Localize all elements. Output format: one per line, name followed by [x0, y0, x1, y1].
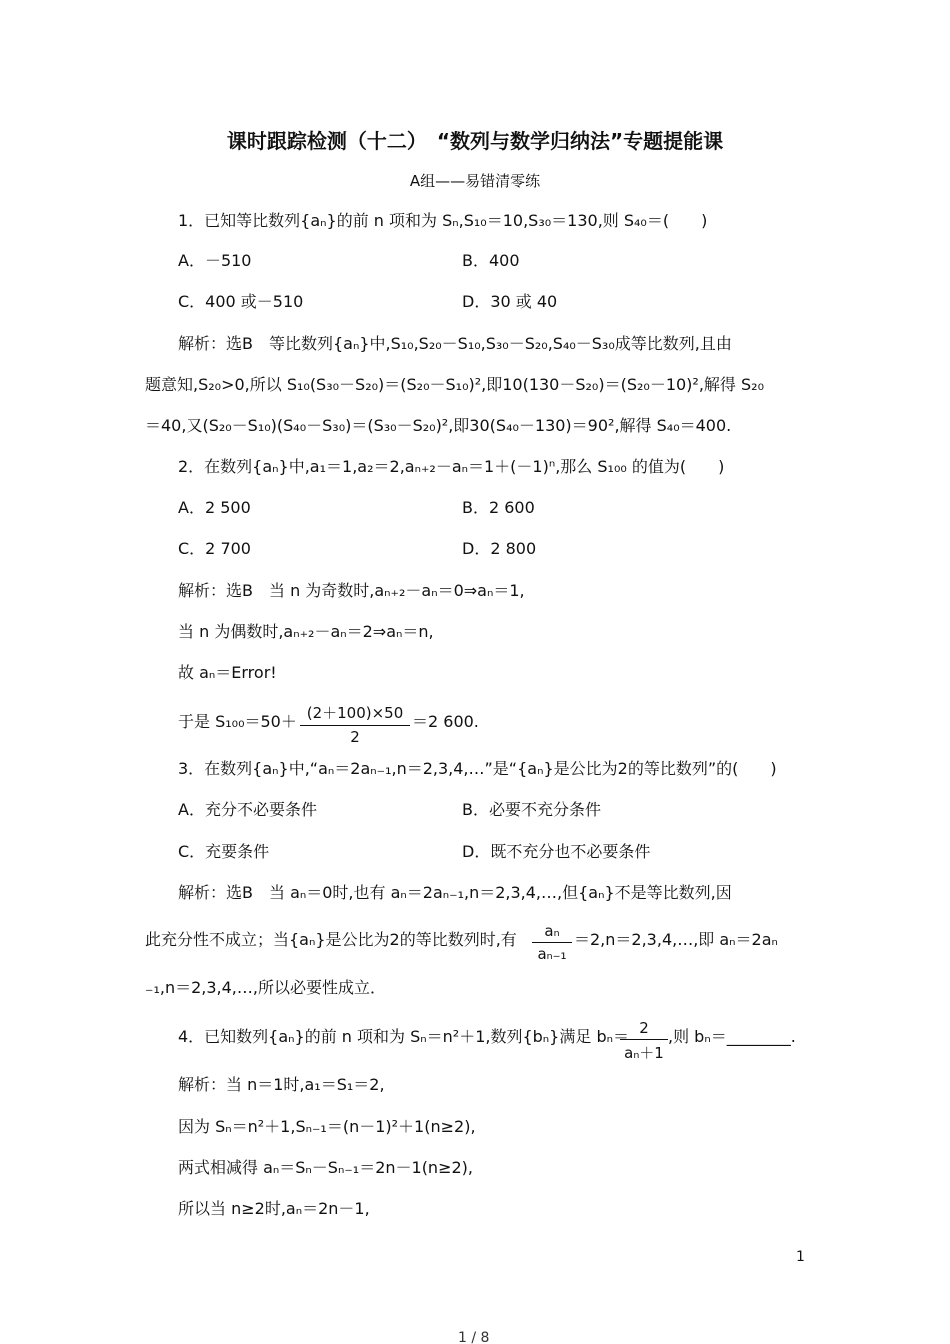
q1-solution: ＝40,又(S₂₀－S₁₀)(S₄₀－S₃₀)＝(S₃₀－S₂₀)²,即30(S₄₀－130)＝90²,解得 S₄₀＝400.: [145, 416, 732, 435]
fraction: [620, 1019, 668, 1063]
q2-option-c: C．2 700: [178, 539, 251, 558]
q4-solution: 因为 Sₙ＝n²＋1,Sₙ₋₁＝(n－1)²＋1(n≥2),: [178, 1117, 476, 1136]
fraction-numerator: 2: [639, 1019, 649, 1037]
q1-option-b: B．400: [462, 251, 520, 270]
fraction: [300, 702, 410, 746]
q1-solution: 题意知,S₂₀>0,所以 S₁₀(S₃₀－S₂₀)＝(S₂₀－S₁₀)²,即10(130－S₂₀)＝(S₂₀－10)²,解得 S₂₀: [145, 375, 764, 394]
q1-option-a: A．－510: [178, 251, 252, 270]
q1-solution: 解析：选B 等比数列{aₙ}中,S₁₀,S₂₀－S₁₀,S₃₀－S₂₀,S₄₀－S₃₀成等比数列,且由: [178, 334, 732, 353]
q3-solution: 此充分性不成立；当{aₙ}是公比为2的等比数列时,有: [145, 930, 517, 949]
q4-stem: 4．已知数列{aₙ}的前 n 项和为 Sₙ＝n²＋1,数列{bₙ}满足 bₙ＝: [178, 1027, 629, 1046]
fraction: [532, 922, 572, 963]
q2-option-b: B．2 600: [462, 498, 535, 517]
q3-option-c: C．充要条件: [178, 842, 270, 861]
page-title: 课时跟踪检测（十二） “数列与数学归纳法”专题提能课: [226, 129, 724, 153]
page-indicator: 1 / 8: [458, 1330, 490, 1344]
q4-solution: 所以当 n≥2时,aₙ＝2n－1,: [178, 1199, 370, 1218]
q4-solution: 解析：当 n＝1时,a₁＝S₁＝2,: [178, 1075, 385, 1094]
q4-stem: ,则 bₙ＝________.: [668, 1027, 796, 1046]
q3-stem: 3．在数列{aₙ}中,“aₙ＝2aₙ₋₁,n＝2,3,4,…”是“{aₙ}是公比为2的等比数列”的( ): [178, 759, 777, 778]
q3-solution: ＝2,n＝2,3,4,…,即 aₙ＝2aₙ: [574, 930, 778, 949]
q3-option-a: A．充分不必要条件: [178, 800, 317, 819]
section-subtitle: A组——易错清零练: [409, 172, 541, 190]
q2-stem: 2．在数列{aₙ}中,a₁＝1,a₂＝2,aₙ₊₂－aₙ＝1＋(－1)ⁿ,那么 S₁₀₀ 的值为( ): [178, 457, 725, 476]
q2-option-d: D．2 800: [462, 539, 537, 558]
q4-solution: 两式相减得 aₙ＝Sₙ－Sₙ₋₁＝2n－1(n≥2),: [178, 1158, 473, 1177]
q2-solution: 故 aₙ＝Error!: [178, 663, 277, 682]
q2-solution: 于是 S₁₀₀＝50＋: [178, 712, 297, 731]
q2-solution: 当 n 为偶数时,aₙ₊₂－aₙ＝2⇒aₙ＝n,: [178, 622, 434, 641]
fraction-denominator: aₙ₋₁: [537, 945, 567, 963]
q1-stem: 1．已知等比数列{aₙ}的前 n 项和为 Sₙ,S₁₀＝10,S₃₀＝130,则 S₄₀＝( ): [178, 211, 708, 230]
q3-solution: 解析：选B 当 aₙ＝0时,也有 aₙ＝2aₙ₋₁,n＝2,3,4,…,但{aₙ}不是等比数列,因: [178, 883, 732, 902]
q3-solution: ₋₁,n＝2,3,4,…,所以必要性成立．: [145, 978, 386, 997]
q3-option-d: D．既不充分也不必要条件: [462, 842, 651, 861]
page-number: 1: [796, 1249, 805, 1265]
fraction-denominator: aₙ＋1: [624, 1044, 664, 1062]
q1-option-c: C．400 或－510: [178, 292, 304, 311]
q3-option-b: B．必要不充分条件: [462, 800, 601, 819]
fraction-numerator: (2＋100)×50: [306, 704, 404, 722]
q2-option-a: A．2 500: [178, 498, 251, 517]
q2-solution: 解析：选B 当 n 为奇数时,aₙ₊₂－aₙ＝0⇒aₙ＝1,: [178, 581, 525, 600]
fraction-numerator: aₙ: [544, 922, 560, 940]
q2-solution: ＝2 600.: [412, 712, 479, 731]
q1-option-d: D．30 或 40: [462, 292, 558, 311]
fraction-denominator: 2: [350, 728, 360, 746]
